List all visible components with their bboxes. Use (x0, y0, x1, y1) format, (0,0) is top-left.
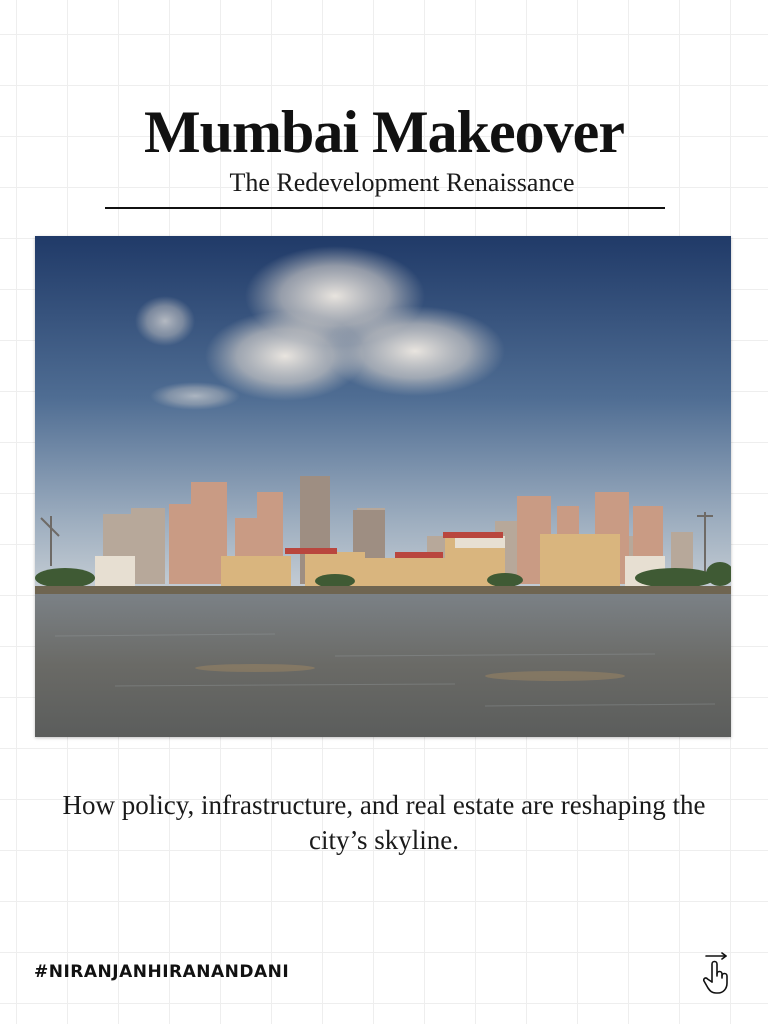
caption-text: How policy, infrastructure, and real estate are reshaping the city’s skyline. (62, 790, 706, 855)
page-title: Mumbai Makeover (144, 99, 624, 165)
skyline-illustration (35, 236, 731, 737)
title-divider (105, 207, 665, 209)
skyline-photo (35, 236, 731, 737)
brand-hashtag: #NIRANJANHIRANANDANI (34, 962, 290, 982)
page-subtitle: The Redevelopment Renaissance (229, 168, 575, 197)
swipe-hand-icon[interactable] (700, 952, 734, 994)
